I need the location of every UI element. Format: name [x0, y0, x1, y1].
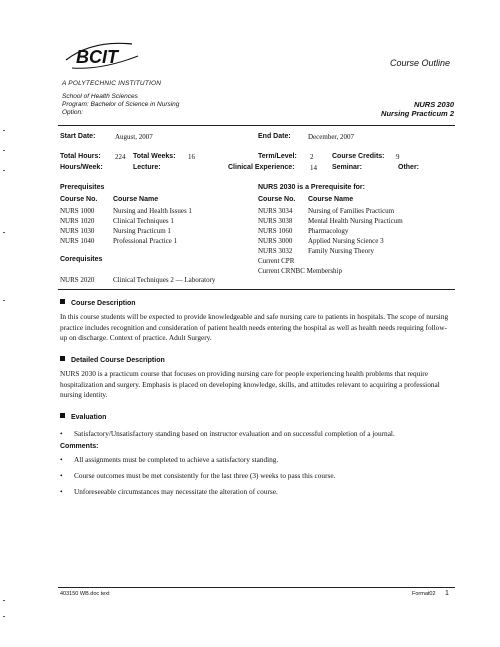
coreq-no: NURS 2020	[60, 276, 95, 284]
prereq-for-row-no: NURS 3038	[258, 217, 293, 225]
prereq-for-row-no: NURS 3034	[258, 207, 293, 215]
prereq-row-no: NURS 1030	[60, 227, 95, 235]
prereq-for-col-name: Course Name	[308, 196, 354, 203]
eval-bullet	[60, 429, 455, 440]
prereq-col-name: Course Name	[113, 196, 159, 203]
prereq-row-no: NURS 1040	[60, 237, 95, 245]
prereq-col-no: Course No.	[60, 196, 98, 203]
course-title: Nursing Practicum 2	[381, 109, 454, 118]
program-name: Program: Bachelor of Science in Nursing	[62, 101, 180, 108]
clinical-value: 14	[310, 164, 317, 172]
comment-item	[60, 455, 278, 466]
comment-item	[60, 471, 335, 482]
bullet-icon: •	[60, 471, 63, 480]
other-label: Other:	[398, 164, 419, 171]
prereq-for-row-name: Nursing of Families Practicum	[308, 207, 395, 215]
prereq-row-name: Nursing Practicum 1	[113, 227, 171, 235]
comment-text: All assignments must be completed to achieve a satisfactory standing.	[74, 455, 279, 464]
credits-value: 9	[396, 153, 400, 161]
footer-divider	[58, 587, 455, 588]
bullet-icon: •	[60, 429, 63, 438]
footer-file: 403150 WB.doc text	[60, 591, 110, 597]
total-hours-value: 224	[115, 153, 126, 161]
total-weeks-value: 16	[188, 153, 195, 161]
bcit-logo	[62, 38, 142, 74]
end-date-label: End Date:	[258, 133, 291, 140]
desc-heading-text: Course Description	[71, 300, 136, 307]
end-date-value: December, 2007	[308, 133, 354, 141]
scan-speck	[3, 232, 5, 233]
prereq-heading: Prerequisites	[60, 184, 105, 191]
scan-speck	[3, 616, 5, 617]
bullet-icon: •	[60, 455, 63, 464]
coreq-name: Clinical Techniques 2 — Laboratory	[113, 276, 216, 284]
prereq-row-no: NURS 1000	[60, 207, 95, 215]
comment-text: Course outcomes must be met consistently for the last three (3) weeks to pass this course.	[74, 471, 336, 480]
header-divider	[58, 125, 455, 126]
scan-speck	[3, 600, 5, 601]
prereq-for-col-no: Course No.	[258, 196, 296, 203]
prereq-for-row-name: Pharmacology	[308, 227, 349, 235]
term-value: 2	[310, 153, 314, 161]
course-code: NURS 2030	[413, 100, 454, 109]
seminar-label: Seminar:	[332, 164, 362, 171]
start-date-value: August, 2007	[115, 133, 153, 141]
detail-heading	[60, 356, 165, 364]
school-name: School of Health Sciences	[62, 93, 138, 100]
prereq-row-name: Clinical Techniques 1	[113, 217, 174, 225]
prereq-for-row-no: NURS 1060	[258, 227, 293, 235]
credits-label: Course Credits:	[332, 153, 385, 160]
square-bullet-icon	[60, 413, 65, 418]
prereq-row-name: Professional Practice 1	[113, 237, 178, 245]
prereq-for-row-name: Mental Health Nursing Practicum	[308, 217, 403, 225]
prereq-for-extra: Current CPR	[258, 257, 295, 265]
option-label: Option:	[62, 109, 83, 116]
lecture-label: Lecture:	[133, 164, 161, 171]
detail-heading-text: Detailed Course Description	[71, 357, 165, 364]
prereq-row-no: NURS 1020	[60, 217, 95, 225]
prereq-for-row-name: Family Nursing Theory	[308, 247, 374, 255]
start-date-label: Start Date:	[60, 133, 96, 140]
term-label: Term/Level:	[258, 153, 297, 160]
coreq-heading: Corequisites	[60, 256, 103, 263]
eval-heading	[60, 413, 106, 421]
square-bullet-icon	[60, 356, 65, 361]
clinical-label: Clinical Experience:	[228, 164, 295, 171]
eval-heading-text: Evaluation	[71, 414, 107, 421]
comment-text: Unforeseeable circumstances may necessitate the alteration of course.	[74, 487, 278, 496]
prereq-for-row-name: Applied Nursing Science 3	[308, 237, 384, 245]
prereq-for-heading: NURS 2030 is a Prerequisite for:	[258, 184, 365, 191]
scan-speck	[3, 300, 5, 301]
info-divider	[58, 289, 455, 290]
comment-item	[60, 487, 278, 498]
page-number: 1	[445, 590, 449, 597]
desc-text: In this course students will be expected to provide knowledgeable and safe nursing care to patients in hospitals. The scope of nursing practice includes recognition and consideration of patient health needs entering the hospital as well as health needs requiring follow-up on discharge. Context of practice. Adult Surgery.	[60, 312, 449, 342]
eval-bullet-text: Satisfactory/Unsatisfactory standing based on instructor evaluation and on successful completion of a journal.	[74, 429, 395, 438]
square-bullet-icon	[60, 299, 65, 304]
comments-label: Comments:	[60, 443, 99, 450]
prereq-for-row-no: NURS 3000	[258, 237, 293, 245]
prereq-for-row-no: NURS 3032	[258, 247, 293, 255]
total-weeks-label: Total Weeks:	[133, 153, 176, 160]
hours-week-label: Hours/Week:	[60, 164, 103, 171]
logo-text: BCIT	[76, 47, 118, 67]
scan-speck	[3, 170, 5, 171]
scan-speck	[3, 130, 5, 131]
total-hours-label: Total Hours:	[60, 153, 101, 160]
institution-tagline: A POLYTECHNIC INSTITUTION	[62, 80, 162, 87]
prereq-for-extra: Current CRNBC Membership	[258, 267, 342, 275]
footer-format: Format02	[412, 591, 436, 597]
detail-text: NURS 2030 is a practicum course that focuses on providing nursing care for people experiencing health problems that require hospitalization and surgery. Emphasis is placed on developing knowledge, skills, and attitudes relevant to acquiring a professional nursing identity.	[60, 369, 440, 399]
prereq-row-name: Nursing and Health Issues 1	[113, 207, 192, 215]
desc-heading	[60, 299, 136, 307]
bullet-icon: •	[60, 487, 63, 496]
doc-type-title: Course Outline	[390, 58, 451, 68]
scan-speck	[3, 150, 5, 151]
